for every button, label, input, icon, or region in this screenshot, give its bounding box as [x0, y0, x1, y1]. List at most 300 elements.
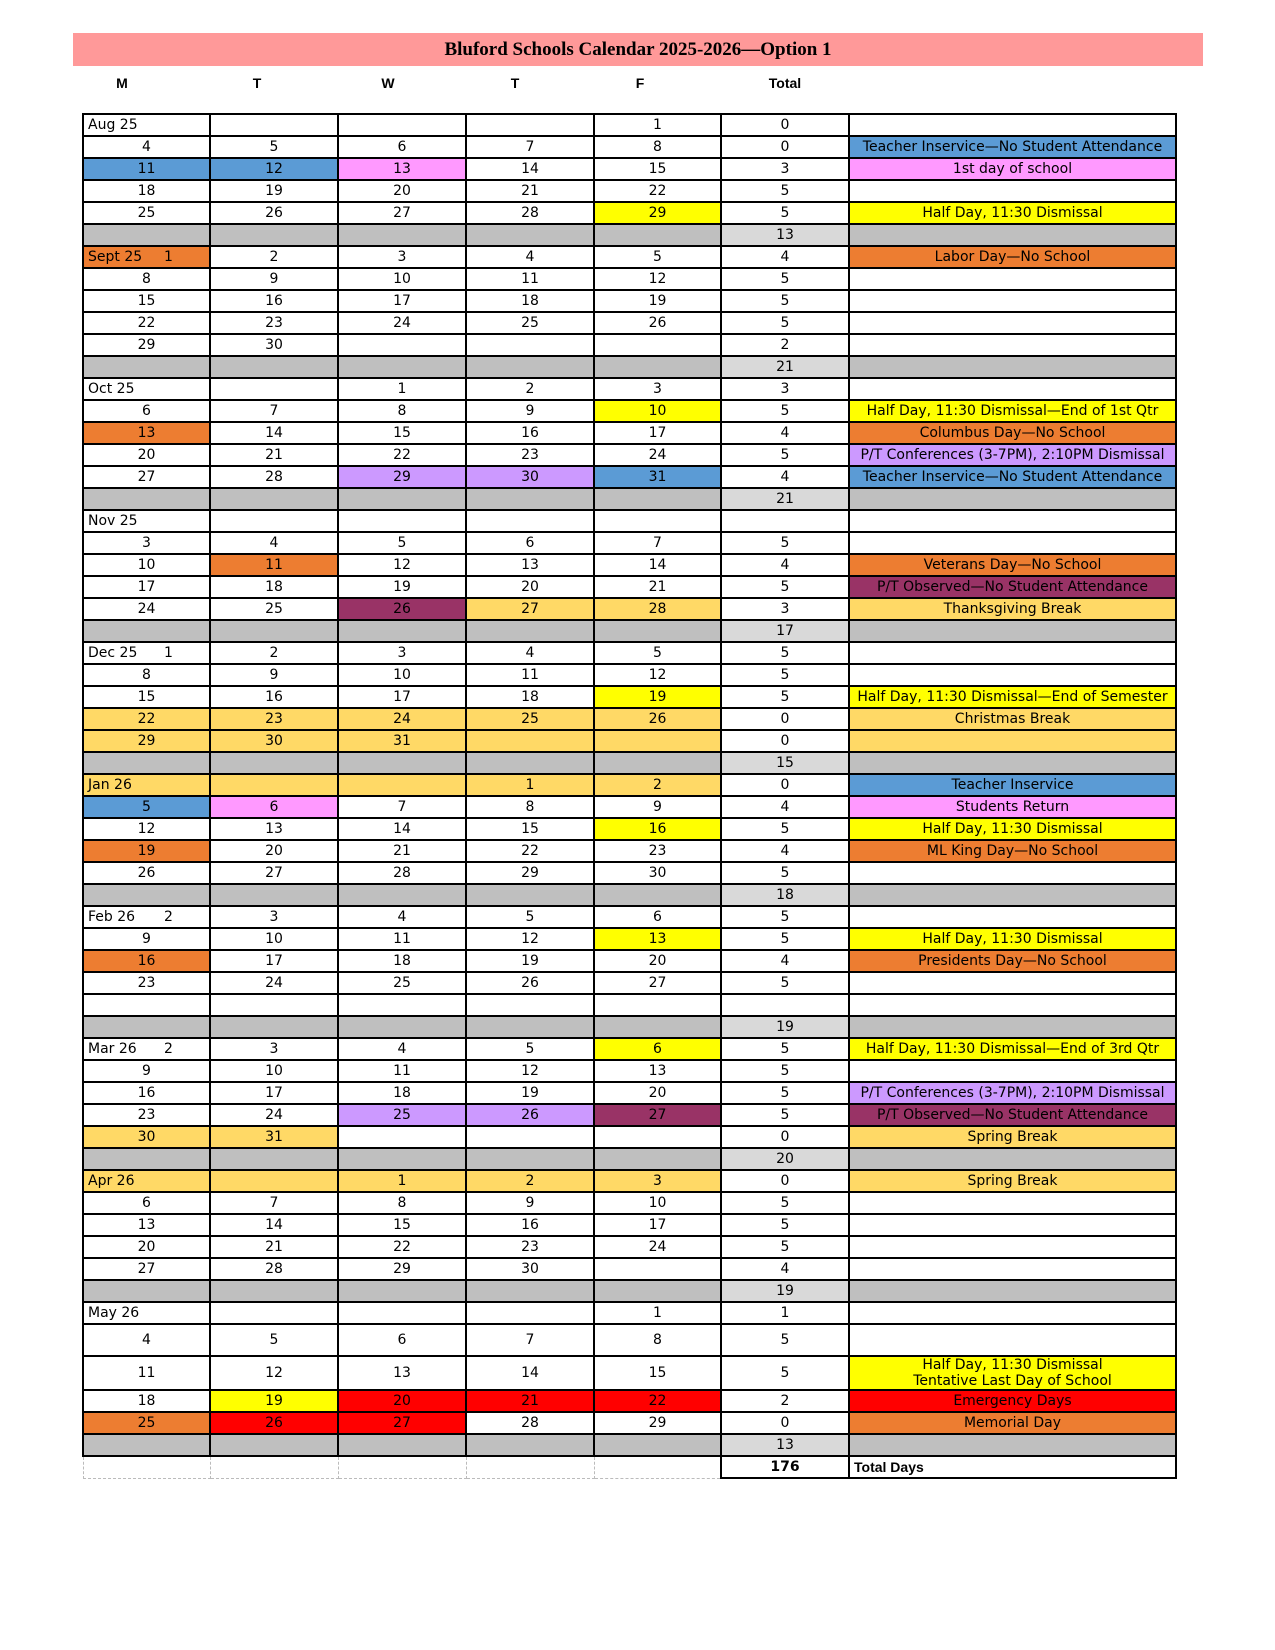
day-cell-tue: 7 — [210, 400, 338, 422]
day-cell-wed: 15 — [338, 422, 466, 444]
day-cell-tue: 30 — [210, 334, 338, 356]
header-total: Total — [768, 75, 802, 91]
week-row — [83, 994, 1176, 1016]
day-cell-mon: 25 — [83, 1412, 210, 1434]
day-cell-mon: 13 — [83, 422, 210, 444]
week-row — [83, 1258, 1176, 1280]
day-cell-thu: 18 — [466, 290, 594, 312]
day-cell-mon: 13 — [83, 1214, 210, 1236]
day-cell-fri: 26 — [594, 708, 721, 730]
day-cell-fri: 9 — [594, 796, 721, 818]
day-cell-wed: 12 — [338, 554, 466, 576]
day-cell-tue: 18 — [210, 576, 338, 598]
month-label-cell — [83, 906, 210, 928]
separator-cell — [849, 884, 1176, 906]
event-note: Half Day, 11:30 Dismissal—End of 1st Qtr — [849, 400, 1176, 422]
header-tuesday: T — [252, 75, 262, 91]
day-cell-mon: 22 — [83, 708, 210, 730]
day-cell-fri: 5 — [594, 246, 721, 268]
separator-cell — [594, 1434, 721, 1456]
day-cell-wed: 29 — [338, 466, 466, 488]
week-total: 5 — [721, 686, 849, 708]
day-cell-fri: 29 — [594, 202, 721, 224]
day-cell-wed: 7 — [338, 796, 466, 818]
empty-cell — [338, 1456, 466, 1478]
day-cell-wed: 5 — [338, 532, 466, 554]
day-cell-tue: 14 — [210, 422, 338, 444]
event-note — [849, 532, 1176, 554]
day-cell-wed: 11 — [338, 1060, 466, 1082]
day-cell-wed — [338, 1302, 466, 1324]
day-cell-fri: 12 — [594, 268, 721, 290]
week-row — [83, 1082, 1176, 1104]
week-total: 4 — [721, 466, 849, 488]
separator-cell — [83, 1148, 210, 1170]
month-label: Feb 26 — [88, 909, 136, 925]
day-cell-fri — [594, 510, 721, 532]
day-cell-fri: 6 — [594, 1038, 721, 1060]
event-note — [849, 334, 1176, 356]
day-cell-thu: 9 — [466, 400, 594, 422]
day-cell-wed: 17 — [338, 290, 466, 312]
grand-total-label: Total Days — [849, 1456, 1176, 1478]
week-row — [83, 334, 1176, 356]
week-row — [83, 1104, 1176, 1126]
day-cell-tue: 31 — [210, 1126, 338, 1148]
week-total: 1 — [721, 1302, 849, 1324]
separator-cell — [83, 356, 210, 378]
week-row — [83, 246, 1176, 268]
day-cell-tue: 9 — [210, 268, 338, 290]
day-cell-thu: 6 — [466, 532, 594, 554]
day-cell-fri: 22 — [594, 180, 721, 202]
day-cell-thu: 14 — [466, 1356, 594, 1390]
day-cell-fri: 26 — [594, 312, 721, 334]
event-note: Students Return — [849, 796, 1176, 818]
week-total: 5 — [721, 1236, 849, 1258]
day-cell-tue: 20 — [210, 840, 338, 862]
day-cell-wed: 1 — [338, 1170, 466, 1192]
event-note: Teacher Inservice—No Student Attendance — [849, 136, 1176, 158]
week-row — [83, 972, 1176, 994]
day-cell-wed: 11 — [338, 928, 466, 950]
event-note — [849, 664, 1176, 686]
day-cell-wed: 3 — [338, 642, 466, 664]
event-note-line: Tentative Last Day of School — [913, 1373, 1112, 1389]
day-cell-thu: 2 — [466, 1170, 594, 1192]
day-cell-mon: 12 — [83, 818, 210, 840]
day-cell-wed: 13 — [338, 158, 466, 180]
day-cell-wed: 31 — [338, 730, 466, 752]
week-row — [83, 180, 1176, 202]
month-total: 18 — [721, 884, 849, 906]
day-cell-fri: 29 — [594, 1412, 721, 1434]
empty-cell — [594, 1456, 721, 1478]
calendar-table — [82, 113, 1177, 1479]
header-wednesday: W — [381, 75, 395, 91]
separator-cell — [466, 752, 594, 774]
day-cell-tue: 30 — [210, 730, 338, 752]
week-row — [83, 1324, 1176, 1356]
event-note — [849, 180, 1176, 202]
day-cell-tue: 13 — [210, 818, 338, 840]
day-cell-wed — [338, 510, 466, 532]
event-note — [849, 1258, 1176, 1280]
day-cell-mon: 18 — [83, 1390, 210, 1412]
week-row — [83, 136, 1176, 158]
day-cell-mon: 8 — [83, 268, 210, 290]
day-cell-thu: 23 — [466, 444, 594, 466]
separator-cell — [83, 488, 210, 510]
day-cell-wed: 27 — [338, 202, 466, 224]
week-total: 3 — [721, 158, 849, 180]
day-cell-wed: 24 — [338, 312, 466, 334]
day-cell-thu: 25 — [466, 312, 594, 334]
separator-cell — [594, 488, 721, 510]
day-cell-fri: 10 — [594, 1192, 721, 1214]
day-cell-tue: 5 — [210, 1324, 338, 1356]
day-cell-thu — [466, 334, 594, 356]
week-total: 0 — [721, 1412, 849, 1434]
week-row — [83, 928, 1176, 950]
week-total: 0 — [721, 774, 849, 796]
day-cell-tue: 19 — [210, 1390, 338, 1412]
week-total: 0 — [721, 136, 849, 158]
week-total: 5 — [721, 444, 849, 466]
month-label: Dec 25 — [88, 645, 138, 661]
day-cell-thu: 7 — [466, 136, 594, 158]
event-note: Labor Day—No School — [849, 246, 1176, 268]
separator-cell — [210, 224, 338, 246]
event-note: Presidents Day—No School — [849, 950, 1176, 972]
day-cell-thu: 11 — [466, 268, 594, 290]
month-label: Sept 25 — [88, 249, 143, 265]
day-number: 1 — [164, 249, 173, 265]
separator-cell — [338, 620, 466, 642]
separator-cell — [849, 1434, 1176, 1456]
separator-cell — [210, 1016, 338, 1038]
day-cell-thu: 20 — [466, 576, 594, 598]
week-row — [83, 510, 1176, 532]
day-cell-fri: 30 — [594, 862, 721, 884]
day-cell-wed: 6 — [338, 136, 466, 158]
event-note — [849, 730, 1176, 752]
week-row — [83, 1060, 1176, 1082]
day-cell-fri: 15 — [594, 158, 721, 180]
day-cell-fri — [594, 1126, 721, 1148]
day-cell-tue: 2 — [210, 642, 338, 664]
day-cell-tue: 12 — [210, 158, 338, 180]
day-cell-wed: 29 — [338, 1258, 466, 1280]
month-total-row — [83, 488, 1176, 510]
week-row — [83, 1170, 1176, 1192]
day-cell-fri: 28 — [594, 598, 721, 620]
day-cell-tue: 21 — [210, 444, 338, 466]
day-cell-thu: 22 — [466, 840, 594, 862]
day-cell-tue: 16 — [210, 290, 338, 312]
day-number: 2 — [164, 1041, 173, 1057]
month-label-cell — [83, 1170, 210, 1192]
week-total: 5 — [721, 1192, 849, 1214]
event-note — [849, 1060, 1176, 1082]
day-cell-wed — [338, 114, 466, 136]
day-cell-tue: 28 — [210, 1258, 338, 1280]
day-cell-thu: 4 — [466, 642, 594, 664]
day-cell-mon: 20 — [83, 1236, 210, 1258]
event-note: P/T Observed—No Student Attendance — [849, 576, 1176, 598]
day-cell-mon: 18 — [83, 180, 210, 202]
separator-cell — [849, 224, 1176, 246]
day-cell-wed: 19 — [338, 576, 466, 598]
day-cell-thu: 27 — [466, 598, 594, 620]
event-note: Half Day, 11:30 Dismissal — [849, 818, 1176, 840]
day-cell-fri: 3 — [594, 378, 721, 400]
month-label: Nov 25 — [88, 513, 138, 529]
event-note: Christmas Break — [849, 708, 1176, 730]
column-headers — [60, 68, 1180, 100]
event-note — [849, 290, 1176, 312]
week-row — [83, 774, 1176, 796]
day-cell-thu: 13 — [466, 554, 594, 576]
separator-cell — [466, 1148, 594, 1170]
event-note: Thanksgiving Break — [849, 598, 1176, 620]
day-cell-thu: 15 — [466, 818, 594, 840]
day-cell-thu: 26 — [466, 1104, 594, 1126]
event-note: P/T Observed—No Student Attendance — [849, 1104, 1176, 1126]
event-note: Memorial Day — [849, 1412, 1176, 1434]
month-label: May 26 — [88, 1305, 140, 1321]
week-row — [83, 400, 1176, 422]
separator-cell — [338, 1016, 466, 1038]
day-cell-tue: 9 — [210, 664, 338, 686]
day-cell-fri: 5 — [594, 642, 721, 664]
week-row — [83, 444, 1176, 466]
day-cell-fri: 17 — [594, 1214, 721, 1236]
week-row — [83, 730, 1176, 752]
empty-cell — [83, 1456, 210, 1478]
day-cell-thu: 21 — [466, 180, 594, 202]
week-row — [83, 532, 1176, 554]
event-note: Half Day, 11:30 Dismissal—End of Semester — [849, 686, 1176, 708]
week-total: 3 — [721, 378, 849, 400]
empty-cell — [338, 994, 466, 1016]
month-total: 19 — [721, 1280, 849, 1302]
event-note — [849, 1236, 1176, 1258]
day-cell-fri: 21 — [594, 576, 721, 598]
day-cell-thu: 4 — [466, 246, 594, 268]
event-note — [849, 114, 1176, 136]
week-total: 5 — [721, 1356, 849, 1390]
day-cell-thu: 19 — [466, 1082, 594, 1104]
day-cell-tue: 3 — [210, 906, 338, 928]
day-cell-thu: 30 — [466, 466, 594, 488]
day-cell-tue: 26 — [210, 1412, 338, 1434]
month-total-row — [83, 752, 1176, 774]
week-row — [83, 664, 1176, 686]
month-label-cell — [83, 1302, 210, 1324]
week-row — [83, 840, 1176, 862]
day-cell-fri: 22 — [594, 1390, 721, 1412]
day-cell-thu — [466, 730, 594, 752]
day-cell-thu: 26 — [466, 972, 594, 994]
day-cell-thu: 5 — [466, 906, 594, 928]
day-cell-mon: 27 — [83, 466, 210, 488]
month-total-row — [83, 1280, 1176, 1302]
separator-cell — [210, 884, 338, 906]
separator-cell — [594, 224, 721, 246]
day-cell-thu: 11 — [466, 664, 594, 686]
day-cell-wed: 25 — [338, 1104, 466, 1126]
week-row — [83, 554, 1176, 576]
day-cell-fri: 24 — [594, 444, 721, 466]
day-cell-tue — [210, 510, 338, 532]
separator-cell — [466, 1434, 594, 1456]
day-cell-fri: 6 — [594, 906, 721, 928]
day-cell-fri: 12 — [594, 664, 721, 686]
day-cell-wed: 26 — [338, 598, 466, 620]
week-row — [83, 1126, 1176, 1148]
week-row — [83, 642, 1176, 664]
month-total: 15 — [721, 752, 849, 774]
separator-cell — [466, 1016, 594, 1038]
week-row — [83, 796, 1176, 818]
separator-cell — [83, 224, 210, 246]
day-cell-thu: 7 — [466, 1324, 594, 1356]
day-cell-thu — [466, 1126, 594, 1148]
separator-cell — [466, 1280, 594, 1302]
week-row — [83, 950, 1176, 972]
day-cell-tue — [210, 774, 338, 796]
day-cell-thu: 12 — [466, 1060, 594, 1082]
separator-cell — [594, 356, 721, 378]
day-cell-fri: 31 — [594, 466, 721, 488]
week-total: 5 — [721, 312, 849, 334]
day-cell-wed: 21 — [338, 840, 466, 862]
day-cell-fri: 27 — [594, 1104, 721, 1126]
week-total: 0 — [721, 1170, 849, 1192]
day-cell-wed: 13 — [338, 1356, 466, 1390]
week-row — [83, 422, 1176, 444]
separator-cell — [83, 884, 210, 906]
day-cell-mon: 4 — [83, 136, 210, 158]
day-cell-mon: 11 — [83, 1356, 210, 1390]
week-total: 2 — [721, 334, 849, 356]
week-row — [83, 1390, 1176, 1412]
separator-cell — [210, 1148, 338, 1170]
month-label-cell — [83, 378, 210, 400]
day-cell-mon: 4 — [83, 1324, 210, 1356]
separator-cell — [594, 1148, 721, 1170]
separator-cell — [849, 620, 1176, 642]
day-cell-wed: 3 — [338, 246, 466, 268]
week-total: 4 — [721, 554, 849, 576]
day-cell-mon: 29 — [83, 730, 210, 752]
grand-total-row — [83, 1456, 1176, 1478]
month-total: 13 — [721, 1434, 849, 1456]
separator-cell — [210, 1280, 338, 1302]
day-cell-fri: 7 — [594, 532, 721, 554]
separator-cell — [83, 620, 210, 642]
week-total: 0 — [721, 730, 849, 752]
day-cell-fri: 13 — [594, 1060, 721, 1082]
day-cell-fri: 3 — [594, 1170, 721, 1192]
event-note: Teacher Inservice — [849, 774, 1176, 796]
day-cell-thu: 14 — [466, 158, 594, 180]
day-cell-mon: 3 — [83, 532, 210, 554]
day-cell-tue: 7 — [210, 1192, 338, 1214]
day-cell-thu: 28 — [466, 1412, 594, 1434]
event-note: Half Day, 11:30 Dismissal—End of 3rd Qtr — [849, 1038, 1176, 1060]
month-total-row — [83, 1434, 1176, 1456]
day-cell-wed: 8 — [338, 1192, 466, 1214]
separator-cell — [849, 356, 1176, 378]
separator-cell — [210, 620, 338, 642]
event-note — [849, 642, 1176, 664]
day-cell-fri: 10 — [594, 400, 721, 422]
day-cell-wed: 22 — [338, 1236, 466, 1258]
day-cell-mon: 9 — [83, 928, 210, 950]
month-total-row — [83, 1148, 1176, 1170]
day-cell-fri — [594, 1258, 721, 1280]
day-cell-fri: 1 — [594, 1302, 721, 1324]
day-cell-wed: 15 — [338, 1214, 466, 1236]
month-total: 20 — [721, 1148, 849, 1170]
header-thursday: T — [510, 75, 520, 91]
day-cell-mon: 10 — [83, 554, 210, 576]
separator-cell — [83, 1016, 210, 1038]
month-label-cell — [83, 246, 210, 268]
week-total: 5 — [721, 664, 849, 686]
day-cell-fri: 14 — [594, 554, 721, 576]
separator-cell — [466, 224, 594, 246]
week-total: 4 — [721, 246, 849, 268]
event-note: 1st day of school — [849, 158, 1176, 180]
week-row — [83, 158, 1176, 180]
week-total: 3 — [721, 598, 849, 620]
week-total: 5 — [721, 290, 849, 312]
day-cell-wed: 28 — [338, 862, 466, 884]
day-cell-fri: 1 — [594, 114, 721, 136]
day-cell-tue — [210, 1170, 338, 1192]
separator-cell — [83, 1434, 210, 1456]
separator-cell — [466, 488, 594, 510]
page-title: Bluford Schools Calendar 2025-2026—Option 1 — [73, 33, 1203, 66]
week-total: 5 — [721, 1038, 849, 1060]
week-total: 5 — [721, 400, 849, 422]
day-cell-tue: 17 — [210, 1082, 338, 1104]
month-total-row — [83, 224, 1176, 246]
separator-cell — [849, 1280, 1176, 1302]
day-cell-mon: 8 — [83, 664, 210, 686]
empty-cell — [849, 994, 1176, 1016]
day-cell-mon: 5 — [83, 796, 210, 818]
week-total: 5 — [721, 642, 849, 664]
header-friday: F — [635, 75, 645, 91]
day-cell-tue: 10 — [210, 928, 338, 950]
week-row — [83, 598, 1176, 620]
event-note: Veterans Day—No School — [849, 554, 1176, 576]
week-total: 5 — [721, 1082, 849, 1104]
separator-cell — [338, 224, 466, 246]
event-note: P/T Conferences (3-7PM), 2:10PM Dismissal — [849, 444, 1176, 466]
day-cell-tue: 4 — [210, 532, 338, 554]
day-cell-wed: 1 — [338, 378, 466, 400]
week-total: 4 — [721, 840, 849, 862]
day-cell-fri: 23 — [594, 840, 721, 862]
month-total: 19 — [721, 1016, 849, 1038]
week-row — [83, 268, 1176, 290]
separator-cell — [338, 1148, 466, 1170]
